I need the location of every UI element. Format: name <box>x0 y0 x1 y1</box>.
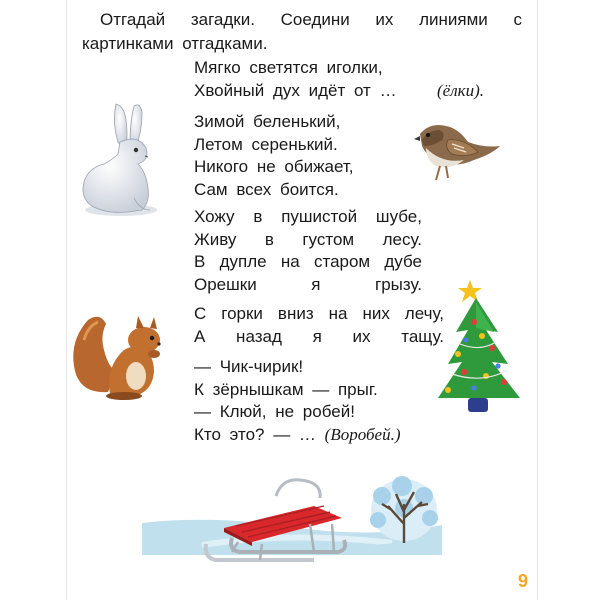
riddle-line: Хожу в пушистой шубе, <box>194 207 422 226</box>
riddle-squirrel <box>194 206 422 296</box>
riddle-line: В дупле на старом дубе <box>194 252 422 271</box>
riddle-answer: (ёлки). <box>437 80 484 100</box>
riddle-line: К зёрнышкам — прыг. <box>194 379 378 399</box>
riddle-line: Никого не обижает, <box>194 157 354 176</box>
riddle-answer: (Воробей.) <box>324 424 401 444</box>
christmas-tree-picture[interactable] <box>434 274 528 424</box>
winter-tree-picture[interactable] <box>368 474 440 552</box>
page-number: 9 <box>517 571 528 591</box>
instruction-line-1: Отгадай загадки. Соедини их линиями с <box>100 10 522 29</box>
riddle-tree <box>194 57 484 102</box>
riddle-line <box>194 80 484 103</box>
riddle-line: Зимой беленький, <box>194 112 341 131</box>
riddle-line: С горки вниз на них лечу, <box>194 304 444 323</box>
riddle-line: Живу в густом лесу. <box>194 229 422 249</box>
instruction-text <box>82 8 522 56</box>
squirrel-picture[interactable] <box>70 310 170 402</box>
riddle-sparrow <box>194 356 401 446</box>
riddle-line <box>194 424 401 447</box>
riddle-line-text: Хвойный дух идёт от … <box>194 80 397 100</box>
hare-picture[interactable] <box>76 102 162 222</box>
sparrow-picture[interactable] <box>412 118 504 188</box>
riddle-line: Орешки я грызу. <box>194 274 422 294</box>
riddle-line: Летом серенький. <box>194 134 338 154</box>
riddle-line: — Чик-чирик! <box>194 357 304 376</box>
riddle-hare <box>194 111 353 201</box>
riddle-line: А назад я их тащу. <box>194 326 444 346</box>
riddle-line: Мягко светятся иголки, <box>194 58 383 77</box>
riddle-line: — Клюй, не робей! <box>194 402 355 421</box>
riddle-line: Сам всех боится. <box>194 179 339 199</box>
riddle-sled <box>194 303 444 348</box>
riddle-line-text: Кто это? — … <box>194 424 316 444</box>
sled-picture[interactable] <box>202 474 348 568</box>
instruction-line-2: картинками отгадками. <box>82 34 268 53</box>
